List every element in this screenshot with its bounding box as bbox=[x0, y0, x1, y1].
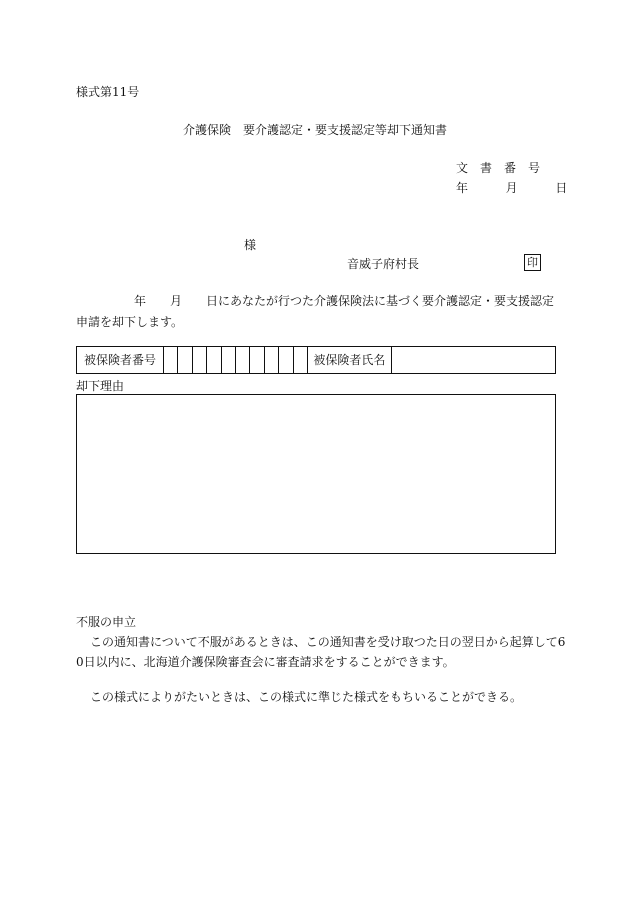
issue-date-day: 日 bbox=[555, 181, 568, 195]
seal-stamp-box: 印 bbox=[524, 254, 541, 271]
body-text-line-1 bbox=[76, 295, 554, 307]
insured-number-label: 被保険者番号 bbox=[77, 347, 164, 373]
insured-number-digit-4[interactable] bbox=[207, 347, 221, 373]
insured-number-digit-8[interactable] bbox=[265, 347, 279, 373]
insured-number-digit-2[interactable] bbox=[178, 347, 192, 373]
issue-date-month: 月 bbox=[505, 181, 518, 195]
rejection-reason-box[interactable] bbox=[76, 394, 556, 554]
body-text-line-2: 申請を却下します。 bbox=[76, 315, 184, 329]
insured-name-field[interactable] bbox=[392, 347, 555, 373]
form-number: 様式第11号 bbox=[76, 85, 140, 99]
insured-info-table bbox=[76, 346, 556, 374]
body-year: 年 bbox=[134, 294, 147, 308]
body-month: 月 bbox=[170, 294, 183, 308]
insured-number-digit-7[interactable] bbox=[250, 347, 264, 373]
insured-number-digit-3[interactable] bbox=[193, 347, 207, 373]
issue-date-year: 年 bbox=[456, 181, 469, 195]
insured-number-digit-10[interactable] bbox=[294, 347, 308, 373]
insured-number-digit-5[interactable] bbox=[222, 347, 236, 373]
body-rest: 日にあなたが行つた介護保険法に基づく要介護認定・要支援認定 bbox=[206, 294, 555, 308]
form-usage-note: この様式によりがたいときは、この様式に準じた様式をもちいることができる。 bbox=[90, 690, 523, 704]
insured-number-digit-9[interactable] bbox=[279, 347, 293, 373]
document-number-label: 文書番号 bbox=[456, 161, 553, 175]
addressee-honorific: 様 bbox=[244, 238, 257, 252]
appeal-heading: 不服の申立 bbox=[76, 615, 137, 629]
issue-date bbox=[456, 182, 567, 194]
insured-number-digit-6[interactable] bbox=[236, 347, 250, 373]
issuer-name: 音威子府村長 bbox=[347, 257, 420, 271]
appeal-text-line-2: 0日以内に、北海道介護保険審査会に審査請求をすることができます。 bbox=[76, 655, 455, 669]
insured-number-digit-1[interactable] bbox=[164, 347, 178, 373]
document-title: 介護保険 要介護認定・要支援認定等却下通知書 bbox=[182, 123, 447, 137]
appeal-text-line-1: この通知書について不服があるときは、この通知書を受け取つた日の翌日から起算して6 bbox=[90, 635, 566, 649]
rejection-reason-label: 却下理由 bbox=[76, 379, 125, 393]
insured-name-label: 被保険者氏名 bbox=[308, 347, 392, 373]
